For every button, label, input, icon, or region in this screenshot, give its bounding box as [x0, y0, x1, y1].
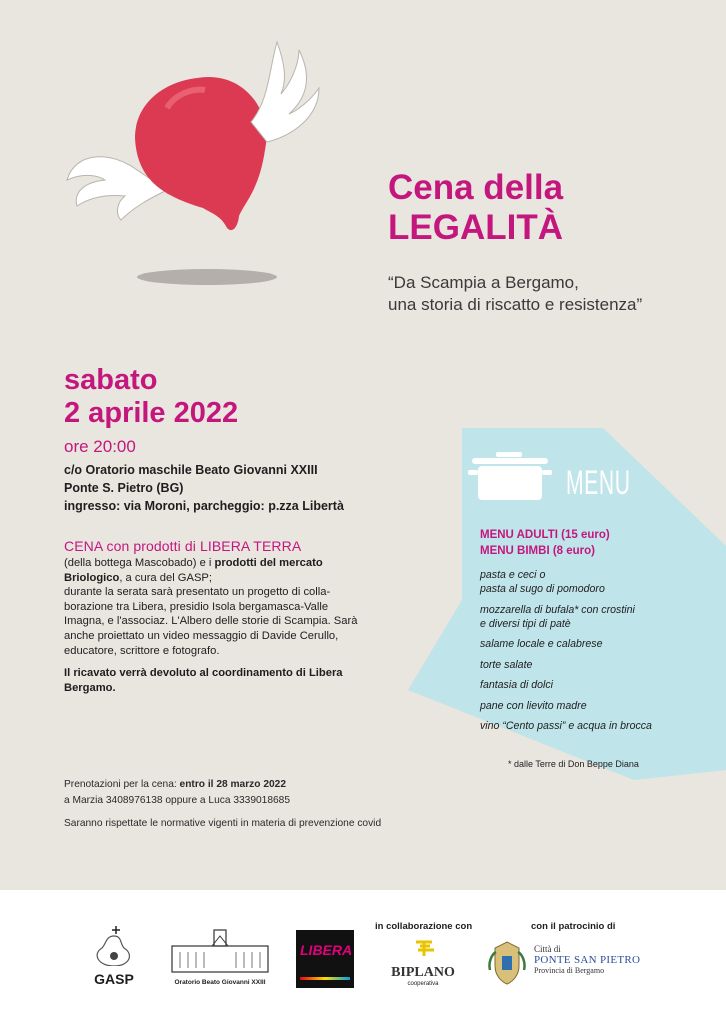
ponte-text: PONTE SAN PIETRO: [534, 954, 641, 966]
oratorio-logo: [168, 928, 272, 988]
gasp-logo: [86, 922, 142, 986]
menu-adulti: MENU ADULTI (15 euro): [480, 529, 610, 541]
provincia-text: Provincia di Bergamo: [534, 966, 605, 975]
menu-item-line: fantasia di dolci: [480, 679, 554, 691]
menu-item: [480, 699, 652, 713]
church-icon: [168, 928, 272, 974]
date-day: 2 aprile 2022: [64, 397, 239, 429]
venue-line-1: c/o Oratorio maschile Beato Giovanni XXIII: [64, 463, 318, 477]
menu-item-line: salame locale e calabrese: [480, 638, 603, 650]
pear-icon: [86, 922, 142, 966]
menu-item-line: vino “Cento passi” e acqua in brocca: [480, 720, 652, 732]
menu-bimbi: MENU BIMBI (8 euro): [480, 545, 595, 557]
citta-text: Città di: [534, 944, 561, 954]
booking-deadline: Prenotazioni per la cena: entro il 28 marzo 2022: [64, 779, 286, 790]
city-crest-icon: [486, 940, 528, 986]
menu-item: [480, 678, 652, 692]
biplano-text: BIPLANO: [391, 965, 455, 980]
biplano-logo: [390, 938, 456, 988]
menu-item-line: e diversi tipi di patè: [480, 617, 571, 630]
cena-paragraph-1: (della bottega Mascobado) e i prodotti del mercato Briologico, a cura del GASP;: [64, 557, 323, 584]
collaborazione-label: in collaborazione con: [375, 921, 473, 932]
menu-item-line: pasta al sugo di pomodoro: [480, 583, 605, 595]
event-time: ore 20:00: [64, 437, 136, 456]
ponte-san-pietro-logo: [534, 944, 640, 975]
title-line-2: LEGALITÀ: [388, 208, 563, 247]
biplane-icon: [390, 938, 456, 960]
oratorio-text: Oratorio Beato Giovanni XXIII: [174, 979, 266, 986]
pot-icon: [468, 450, 558, 506]
menu-prices: [480, 527, 610, 559]
venue-line-3: ingresso: via Moroni, parcheggio: p.zza Libertà: [64, 499, 344, 513]
menu-item: [480, 658, 652, 672]
patrocinio-label: con il patrocinio di: [531, 921, 616, 932]
menu-item: [480, 603, 652, 631]
menu-footnote: * dalle Terre di Don Beppe Diana: [508, 759, 639, 769]
menu-item-line: torte salate: [480, 658, 533, 671]
menu-item: [480, 568, 652, 596]
quote-line-1: “Da Scampia a Bergamo,: [388, 273, 579, 292]
booking-contacts: a Marzia 3408976138 oppure a Luca 3339018685: [64, 795, 291, 806]
date-weekday: sabato: [64, 364, 158, 396]
venue-line-2: Ponte S. Pietro (BG): [64, 481, 184, 495]
gasp-text: GASP: [94, 971, 134, 987]
menu-item: [480, 719, 652, 733]
biplano-subtext: cooperativa: [407, 981, 439, 987]
menu-item-line: mozzarella di bufala* con crostini: [480, 603, 635, 616]
libera-text: LIBERA: [300, 942, 353, 958]
quote-line-2: una storia di riscatto e resistenza”: [388, 295, 643, 314]
cena-heading: CENA con prodotti di LIBERA TERRA: [64, 538, 302, 554]
libera-logo: [296, 930, 354, 988]
menu-item-line: pasta e ceci o: [480, 569, 546, 581]
title-line-1: Cena della: [388, 168, 564, 207]
covid-note: Saranno rispettate le normative vigenti in materia di prevenzione covid: [64, 818, 382, 829]
menu-item: [480, 637, 652, 651]
cena-paragraph-2: durante la serata sarà presentato un progetto di colla-borazione tra Libera, presidio Isola bergamasca-Valle Imagna, e l'associaz. L'Albero delle storie di Scampia. Sarà anche proiettato un video messaggio di Davide Cerullo, educatore, scrittore e fotografo.: [64, 586, 358, 657]
ricavato-note: Il ricavato verrà devoluto al coordinamento di Libera Bergamo.: [64, 667, 343, 694]
menu-label: MENU: [566, 464, 631, 502]
menu-items-list: [480, 568, 652, 740]
menu-item-line: pane con lievito madre: [480, 699, 587, 712]
